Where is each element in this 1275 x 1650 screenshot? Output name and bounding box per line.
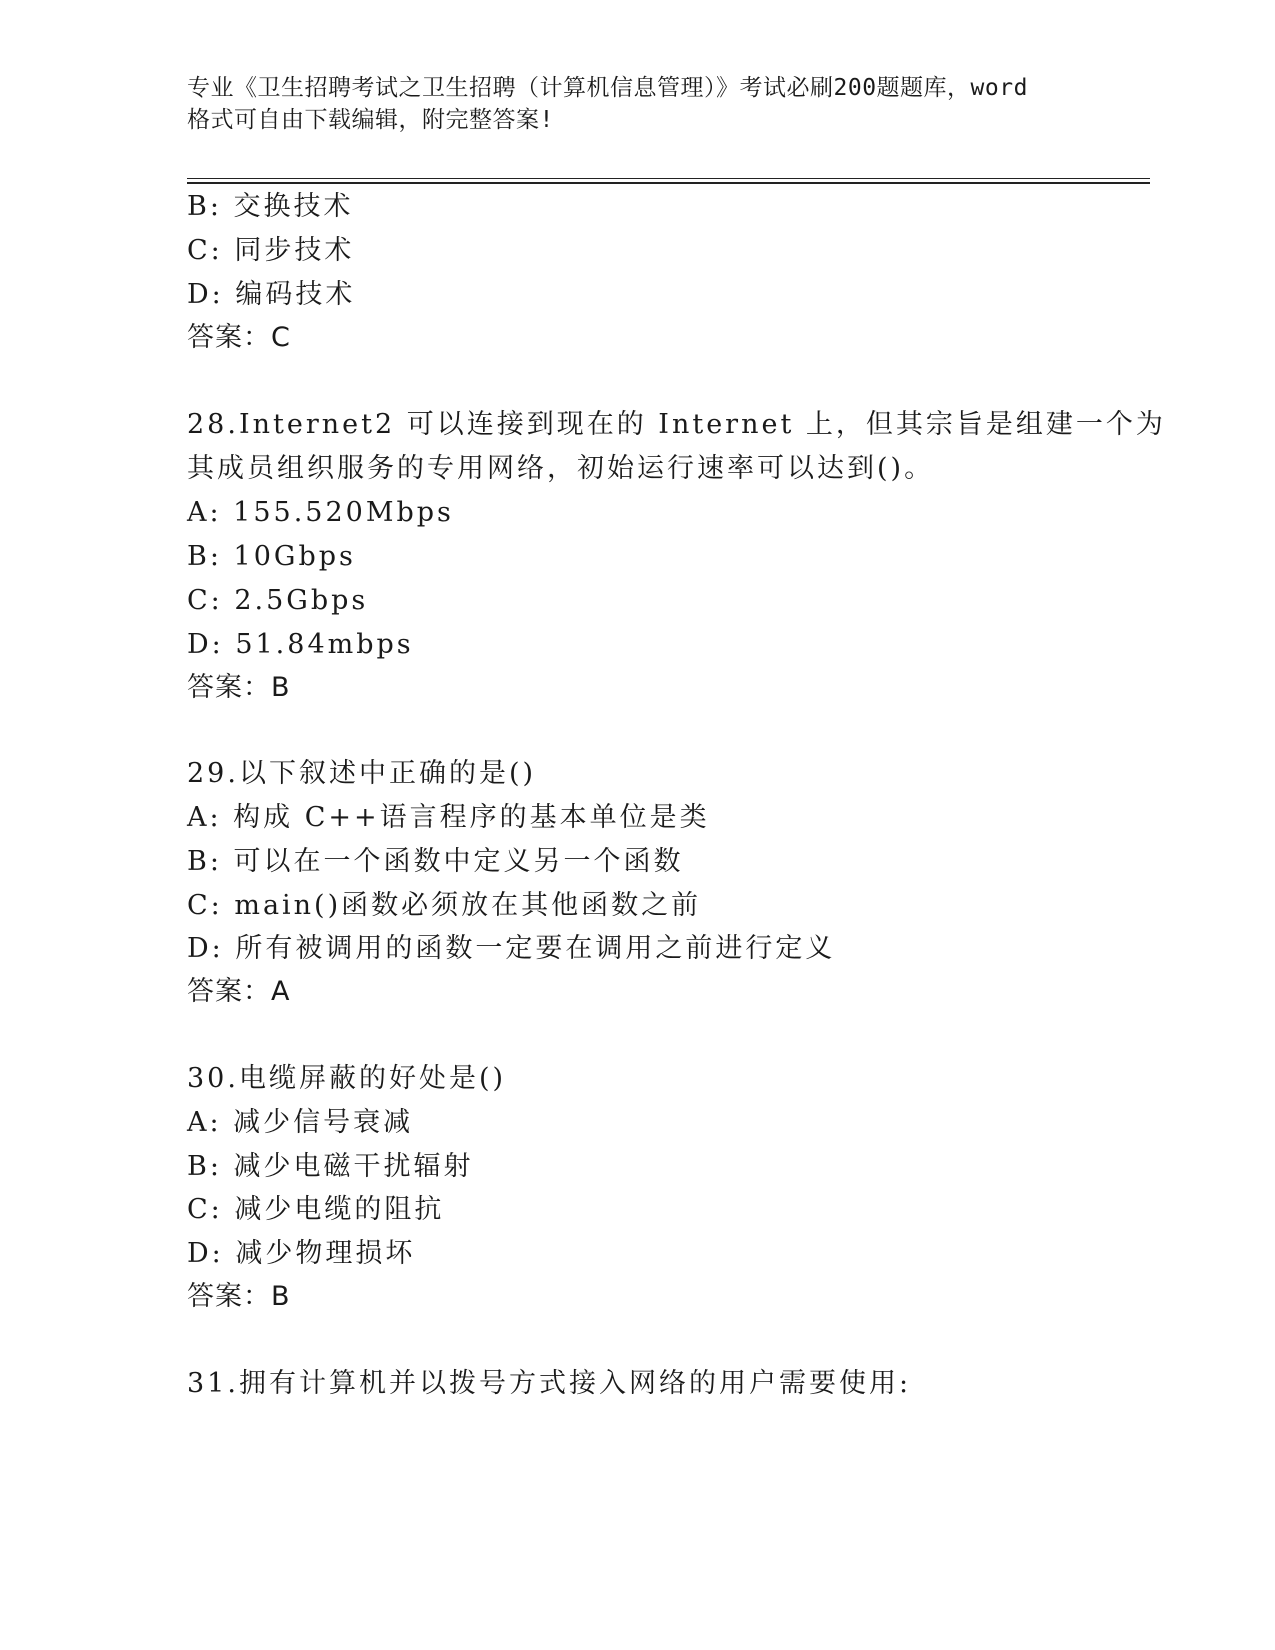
q27-option-b: B: 交换技术 — [187, 191, 354, 222]
q28-stem-line-1: 28.Internet2 可以连接到现在的 Internet 上，但其宗旨是组建一个为 — [187, 409, 1166, 440]
header-divider-thin — [187, 178, 1150, 179]
document-header — [187, 72, 1087, 136]
q29-stem: 29.以下叙述中正确的是() — [187, 758, 537, 789]
q30-answer: 答案：B — [187, 1281, 291, 1312]
q30-option-c: C: 减少电缆的阻抗 — [187, 1194, 445, 1225]
q28-option-b: B: 10Gbps — [187, 541, 356, 572]
q29-option-d: D: 所有被调用的函数一定要在调用之前进行定义 — [187, 933, 836, 964]
q29-answer: 答案：A — [187, 976, 291, 1007]
q31-stem: 31.拥有计算机并以拨号方式接入网络的用户需要使用: — [187, 1368, 912, 1399]
q28-answer: 答案：B — [187, 672, 291, 703]
q29-option-c: C: main()函数必须放在其他函数之前 — [187, 890, 702, 921]
q29-option-a: A: 构成 C++语言程序的基本单位是类 — [187, 802, 710, 833]
q30-option-d: D: 减少物理损坏 — [187, 1238, 416, 1269]
q28-option-a: A: 155.520Mbps — [187, 497, 454, 528]
header-title-line-1: 专业《卫生招聘考试之卫生招聘（计算机信息管理）》考试必刷200题题库，word — [187, 75, 1028, 101]
header-divider-thick — [187, 182, 1150, 184]
q30-option-a: A: 减少信号衰减 — [187, 1107, 414, 1138]
q28-option-d: D: 51.84mbps — [187, 629, 414, 660]
q28-stem-line-2: 其成员组织服务的专用网络，初始运行速率可以达到()。 — [187, 453, 935, 484]
q28-option-c: C: 2.5Gbps — [187, 585, 369, 616]
q30-option-b: B: 减少电磁干扰辐射 — [187, 1151, 474, 1182]
header-title-line-2: 格式可自由下载编辑，附完整答案! — [187, 107, 554, 133]
q27-answer: 答案：C — [187, 322, 291, 353]
q27-option-d: D: 编码技术 — [187, 279, 356, 310]
q29-option-b: B: 可以在一个函数中定义另一个函数 — [187, 846, 684, 877]
q30-stem: 30.电缆屏蔽的好处是() — [187, 1063, 507, 1094]
q27-option-c: C: 同步技术 — [187, 235, 355, 266]
